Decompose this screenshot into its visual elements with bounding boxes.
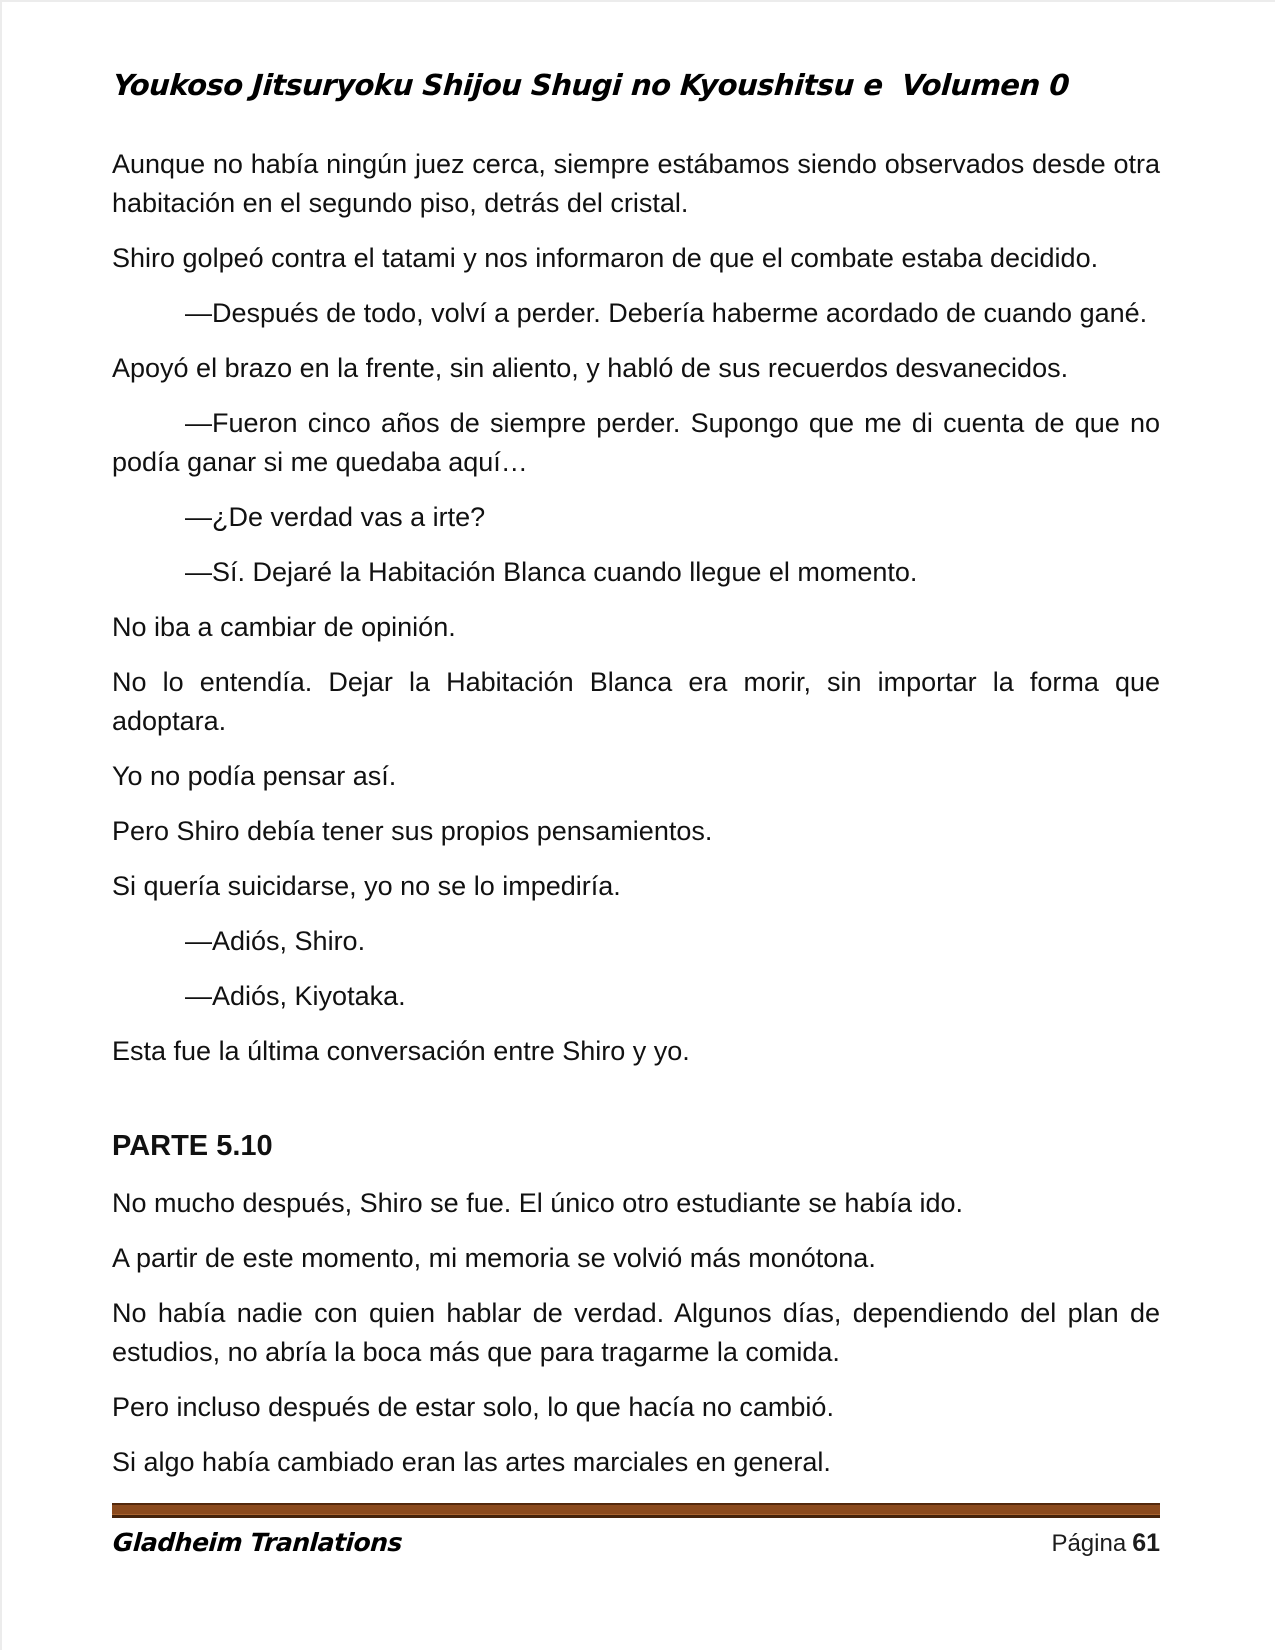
- dialogue-paragraph: —Después de todo, volví a perder. Debería haberme acordado de cuando gané.: [185, 298, 1148, 328]
- body-paragraph: Pero Shiro debía tener sus propios pensamientos.: [112, 816, 713, 846]
- body-paragraph: Shiro golpeó contra el tatami y nos informaron de que el combate estaba decidido.: [112, 243, 1099, 273]
- dialogue-paragraph: —¿De verdad vas a irte?: [185, 502, 486, 532]
- page-number-label: Página: [1051, 1530, 1127, 1557]
- body-paragraph: Si quería suicidarse, yo no se lo impediría.: [112, 871, 621, 901]
- body-paragraph: No lo entendía. Dejar la Habitación Blanca era morir, sin importar la forma que adoptara.: [112, 667, 1160, 736]
- body-paragraph: Yo no podía pensar así.: [112, 761, 397, 791]
- page-number-area: [1051, 1529, 1160, 1558]
- body-paragraph: A partir de este momento, mi memoria se volvió más monótona.: [112, 1243, 876, 1273]
- body-paragraph: No había nadie con quien hablar de verdad. Algunos días, dependiendo del plan de estudios, no abría la boca más que para tragarme la comida.: [112, 1298, 1160, 1367]
- dialogue-paragraph: —Fueron cinco años de siempre perder. Supongo que me di cuenta de que no podía ganar si me quedaba aquí…: [112, 408, 1160, 477]
- paragraph-spacer: [112, 1087, 1160, 1127]
- dialogue-paragraph: —Adiós, Shiro.: [185, 926, 366, 956]
- page-header: [112, 68, 1160, 102]
- footer-divider-rule: [112, 1503, 1160, 1518]
- body-paragraph: Apoyó el brazo en la frente, sin aliento, y habló de sus recuerdos desvanecidos.: [112, 353, 1069, 383]
- page-footer: [112, 1503, 1160, 1558]
- body-paragraph: No mucho después, Shiro se fue. El único otro estudiante se había ido.: [112, 1188, 964, 1218]
- body-paragraph: Pero incluso después de estar solo, lo que hacía no cambió.: [112, 1392, 834, 1422]
- footer-row: [112, 1528, 1160, 1558]
- body-paragraph: Si algo había cambiado eran las artes marciales en general.: [112, 1447, 831, 1477]
- body-paragraph: No iba a cambiar de opinión.: [112, 612, 456, 642]
- page-number-value: 61: [1132, 1529, 1160, 1557]
- section-heading: PARTE 5.10: [112, 1130, 273, 1162]
- body-text-block: [112, 145, 1160, 1498]
- dialogue-paragraph: —Sí. Dejaré la Habitación Blanca cuando llegue el momento.: [185, 557, 918, 587]
- translator-credit: Gladheim Tranlations: [112, 1528, 404, 1557]
- dialogue-paragraph: —Adiós, Kiyotaka.: [185, 981, 406, 1011]
- body-paragraph: Aunque no había ningún juez cerca, siempre estábamos siendo observados desde otra habitación en el segundo piso, detrás del cristal.: [112, 149, 1160, 218]
- body-paragraph: Esta fue la última conversación entre Shiro y yo.: [112, 1036, 690, 1066]
- running-header-title: Youkoso Jitsuryoku Shijou Shugi no Kyoushitsu e Volumen 0: [112, 68, 1071, 102]
